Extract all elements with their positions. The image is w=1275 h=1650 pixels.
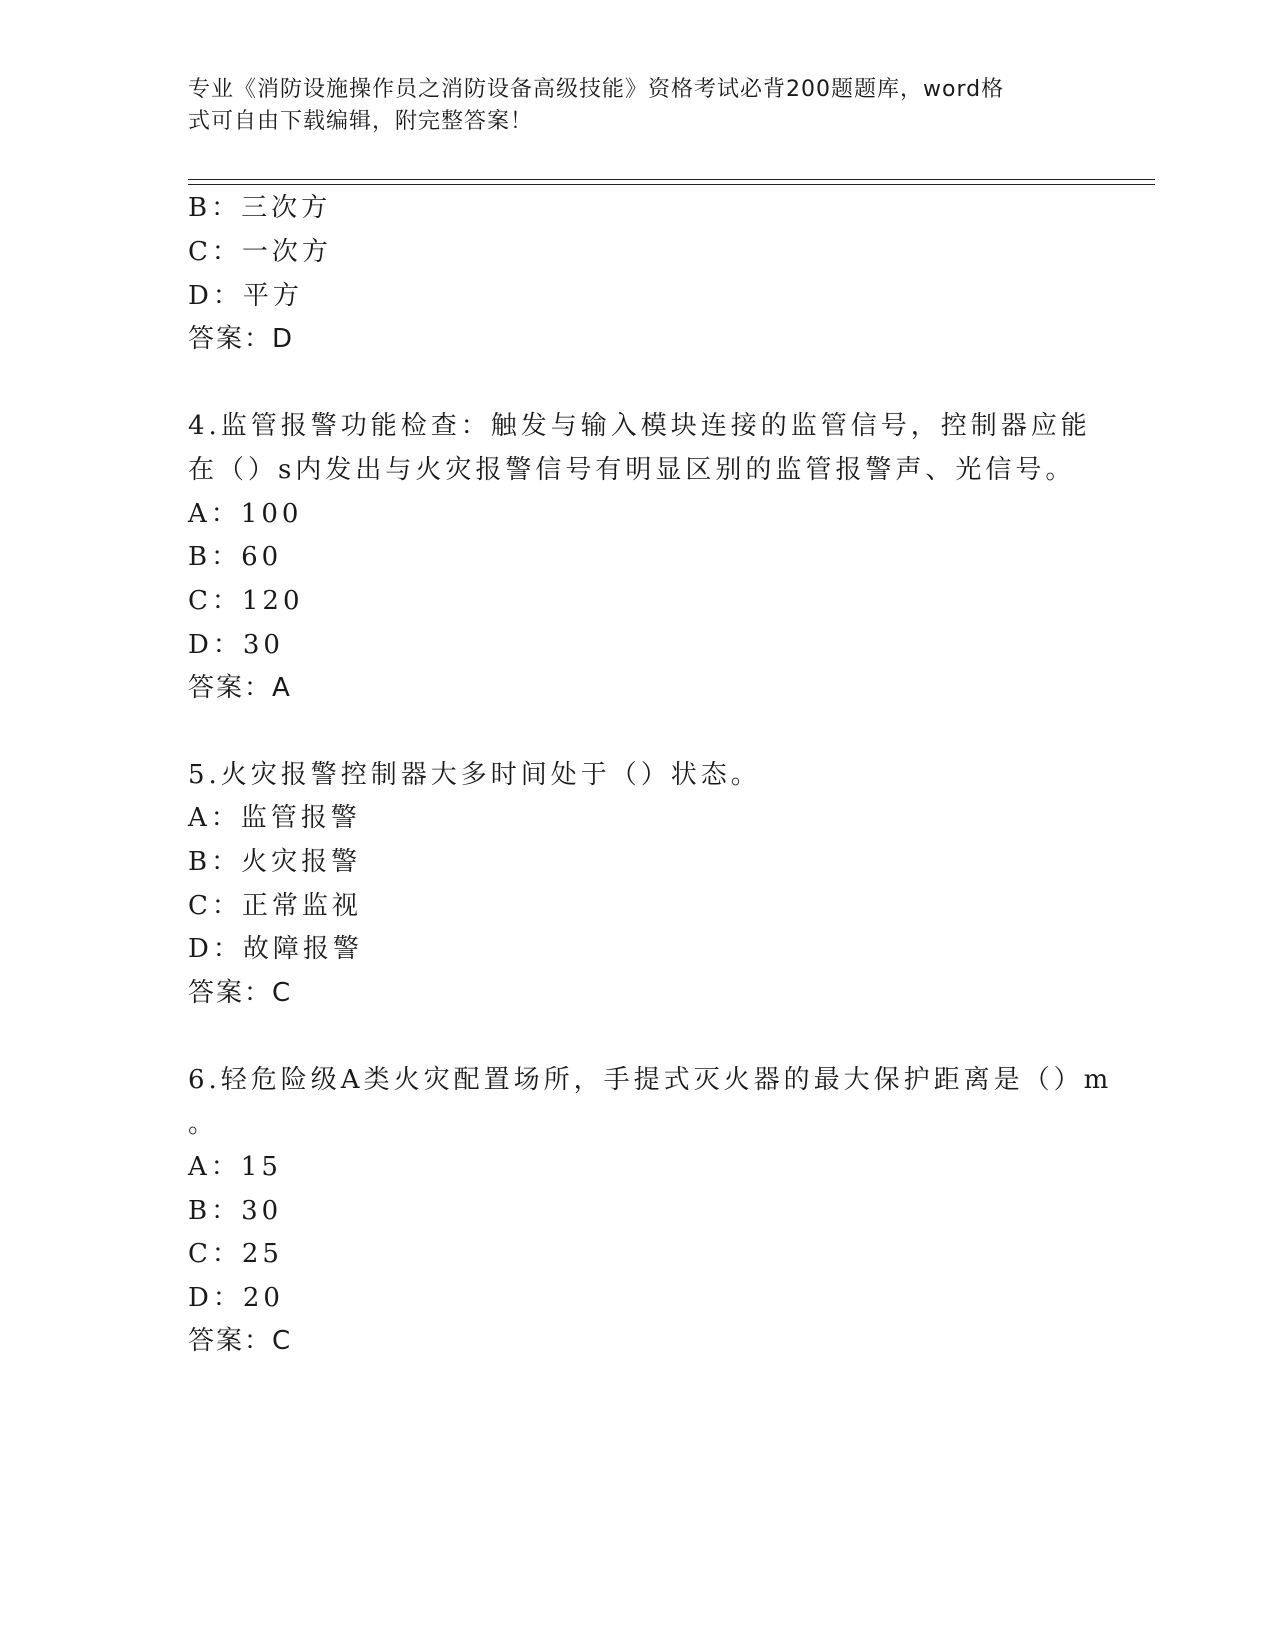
q4-option-d: D：30 [188, 630, 284, 660]
q5-option-a: A：监管报警 [188, 803, 361, 833]
q6-stem-line-1: 6.轻危险级A类火灾配置场所，手提式灭火器的最大保护距离是（）m [188, 1065, 1113, 1095]
q6-stem-line-2: 。 [188, 1109, 219, 1139]
q6-option-c: C：25 [188, 1239, 283, 1269]
q5-option-c: C：正常监视 [188, 891, 362, 921]
q4-option-c: C：120 [188, 586, 304, 616]
header-rule-top [188, 179, 1155, 180]
q3-option-b: B：三次方 [188, 193, 332, 223]
q6-option-a: A：15 [188, 1152, 282, 1182]
q6-option-d: D：20 [188, 1283, 284, 1313]
q4-stem-line-2: 在（）s内发出与火灾报警信号有明显区别的监管报警声、光信号。 [188, 455, 1076, 485]
q5-option-b: B：火灾报警 [188, 847, 362, 877]
header-line-1: 专业《消防设施操作员之消防设备高级技能》资格考试必背200题题库，word格 [188, 77, 1005, 102]
q4-answer: 答案：A [188, 673, 292, 703]
q3-option-c: C：一次方 [188, 237, 332, 267]
q4-stem-line-1: 4.监管报警功能检查：触发与输入模块连接的监管信号，控制器应能 [188, 411, 1091, 441]
header-line-2: 式可自由下载编辑，附完整答案！ [188, 109, 534, 134]
q5-option-d: D：故障报警 [188, 934, 363, 964]
q5-stem-line-1: 5.火灾报警控制器大多时间处于（）状态。 [188, 760, 761, 790]
q6-answer: 答案：C [188, 1326, 293, 1356]
q5-answer: 答案：C [188, 978, 293, 1008]
q3-option-d: D：平方 [188, 281, 303, 311]
document-header [188, 74, 1088, 138]
q4-option-a: A：100 [188, 499, 303, 529]
q6-option-b: B：30 [188, 1196, 283, 1226]
q4-option-b: B：60 [188, 542, 283, 572]
header-rule-bottom [188, 184, 1155, 185]
q3-answer: 答案：D [188, 324, 295, 354]
